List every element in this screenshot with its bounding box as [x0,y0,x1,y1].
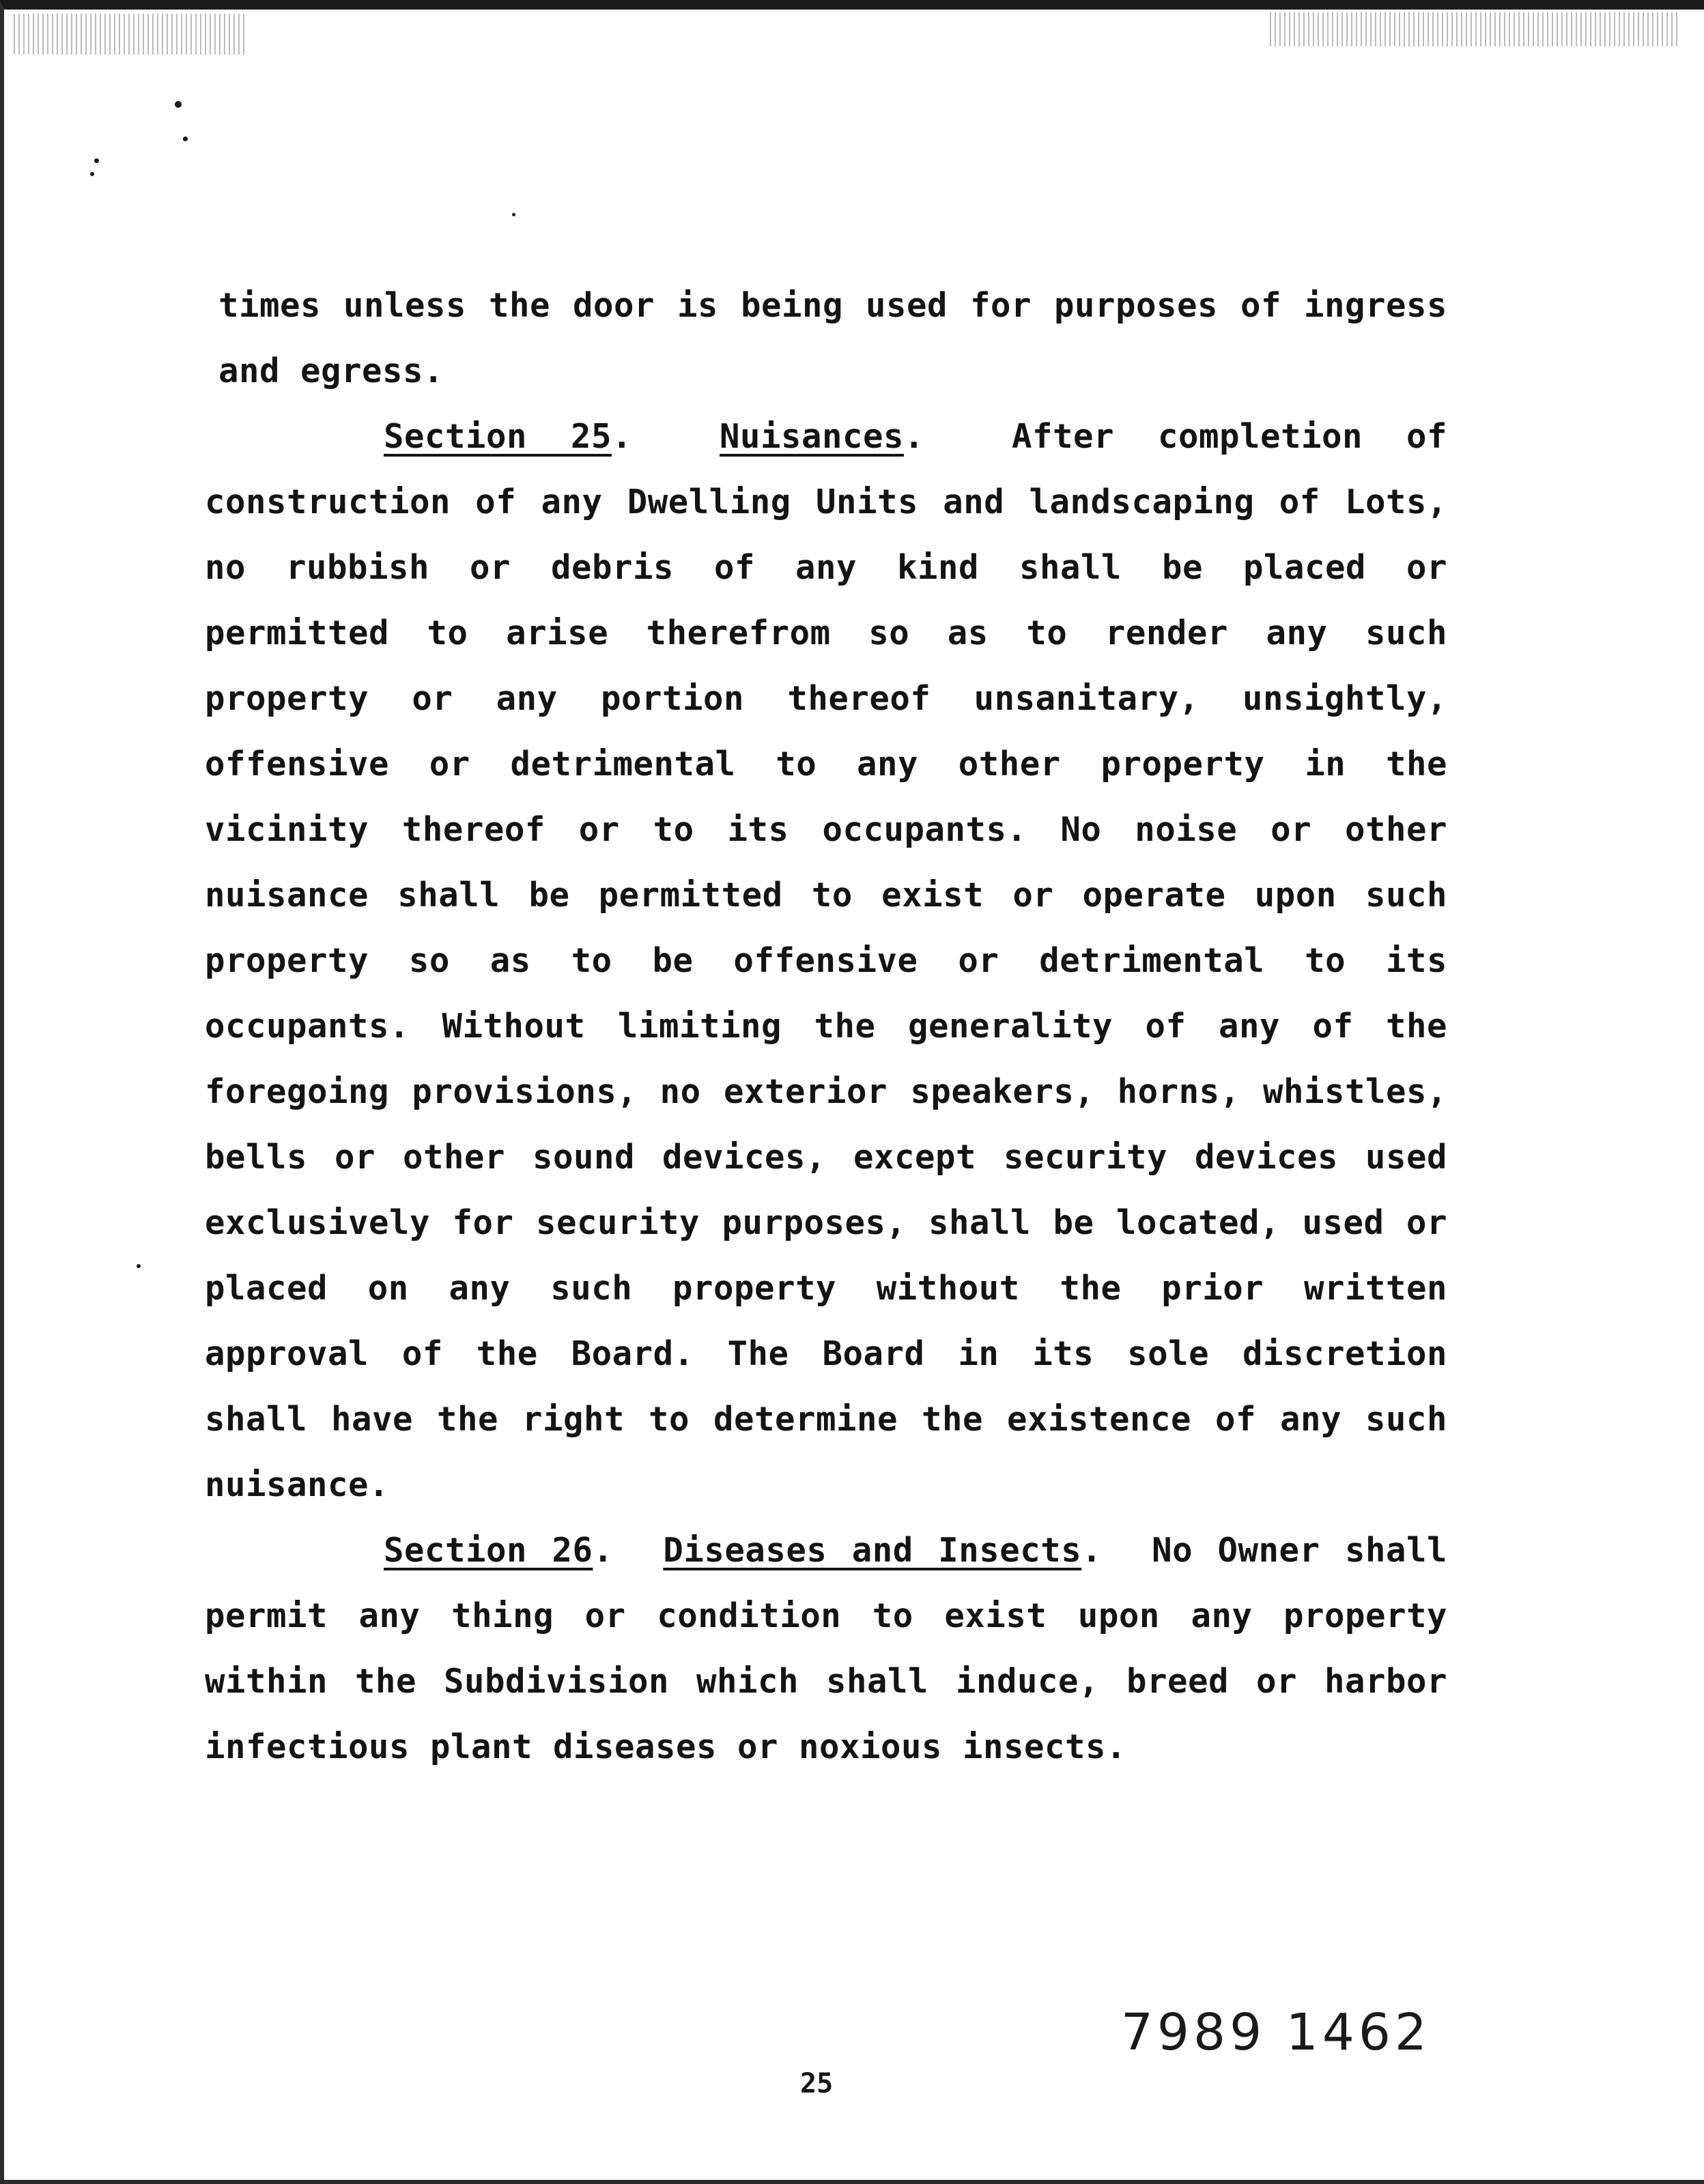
scan-speck [94,158,99,163]
scan-speck [512,213,515,216]
scan-noise-top-left [14,14,246,55]
section-25-title: Nuisances [719,417,904,456]
section-26-title: Diseases and Insects [663,1531,1082,1570]
page-number: 25 [800,2068,834,2099]
section-25-number: Section 25 [384,417,612,456]
continuation-paragraph [205,273,1447,404]
section-25-text: After completion of construction of any Dwelling Units and landscaping of Lots, no rubbish or debris of any kind shall be placed or permitted to arise therefrom so as to render any such property or any portion thereof unsanitary, unsightly, offensive or detrimental to any other property in the vicinity thereof or to its occupants. No noise or other nuisance shall be permitted to exist or operate upon such property so as to be offensive or detrimental to its occupants. Without limiting the generality of any of the foregoing provisions, no exterior speakers, horns, whistles, bells or other sound devices, except security devices used exclusively for security purposes, shall be located, used or placed on any such property without the prior written approval of the Board. The Board in its sole discretion shall have the right to determine the existence of any such nuisance. [205,417,1447,1504]
section-25-paragraph: Section 25. Nuisances. After completion of construction of any Dwelling Units and landscaping of Lots, no rubbish or debris of any kind shall be placed or permitted to arise therefrom so as to render any such property or any portion thereof unsanitary, unsightly, offensive or detrimental to any other property in the vicinity thereof or to its occupants. No noise or other nuisance shall be permitted to exist or operate upon such property so as to be offensive or detrimental to its occupants. Without limiting the generality of any of the foregoing provisions, no exterior speakers, horns, whistles, bells or other sound devices, except security devices used exclusively for security purposes, shall be located, used or placed on any such property without the prior written approval of the Board. The Board in its sole discretion shall have the right to determine the existence of any such nuisance. [205,417,1447,1504]
scan-speck [183,136,188,141]
scan-speck [137,1264,141,1268]
section-26-paragraph: Section 26. Diseases and Insects. No Owner shall permit any thing or condition to exist upon any property within the Subdivision which shall induce, breed or harbor infectious plant diseases or noxious insects. [205,1531,1447,1766]
document-body [205,273,1447,1780]
scan-speck [175,101,182,108]
section-26-text: No Owner shall permit any thing or condition to exist upon any property within the Subdivision which shall induce, breed or harbor infectious plant diseases or noxious insects. [205,1531,1447,1766]
scan-speck [90,172,94,176]
continuation-text: times unless the door is being used for purposes of ingress and egress. [218,286,1447,390]
section-26-number: Section 26 [384,1531,593,1570]
document-id: 7989 1462 [1120,2003,1431,2062]
scan-noise-top-right [1270,12,1679,46]
